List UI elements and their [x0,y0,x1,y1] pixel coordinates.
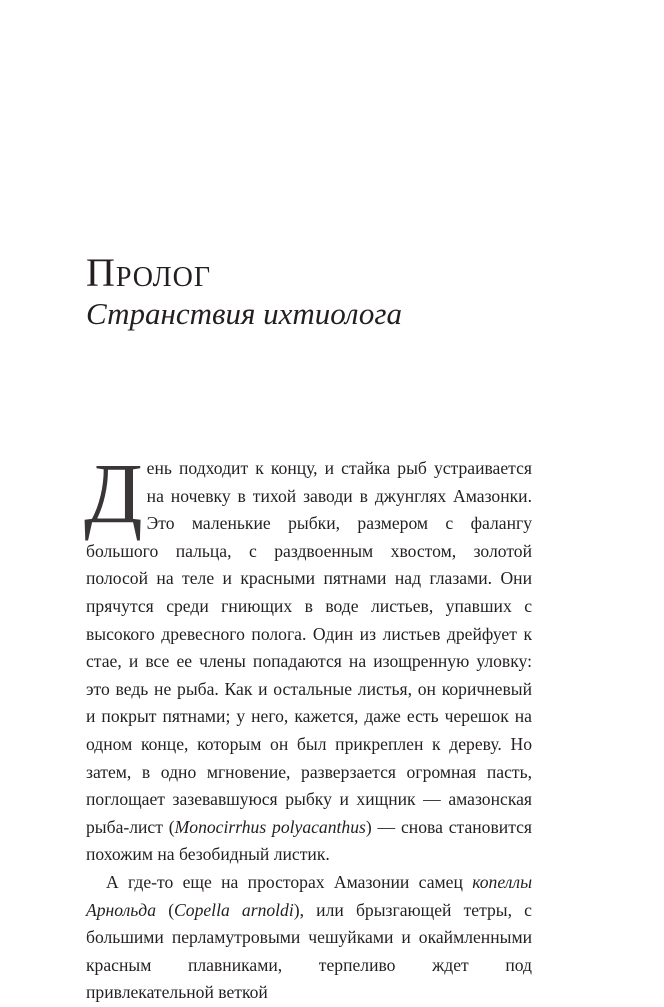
paragraph-1 [84,445,532,869]
chapter-subtitle: Странствия ихтиолога [86,296,403,331]
latin-name-leaf-fish: Monocirrhus polyacanthus [174,816,366,837]
latin-name-copella: Copella arnoldi [174,899,294,920]
chapter-title: Пролог [86,250,212,295]
paragraph-2-text-c: ), или брызгающей тетры, с большими перламутровыми чешуйками и окаймленными красным плавниками, терпеливо ждет под привлекательной веткой [86,899,532,1003]
paragraph-1-text-b: ) — снова становится похожим на безобидный листик. [86,816,532,865]
common-name-copella: копеллы Арнольда [86,871,532,920]
body-text [84,445,532,1007]
drop-cap: Д [84,445,143,541]
paragraph-2-text-a: А где-то еще на просторах Амазонии самец [106,871,473,892]
paragraph-1-text-a: ень подходит к концу, и стайка рыб устраивается на ночевку в тихой заводи в джунглях Амазонки. Это маленькие рыбки, размером с фалангу большого пальца, с раздвоенным хвостом, золотой полосой на теле и красными пятнами над глазами. Они прячутся среди гниющих в воде листьев, упавших с высокого древесного полога. Один из листьев дрейфует к стае, и все ее члены попадаются на изощренную уловку: это ведь не рыба. Как и остальные листья, он коричневый и покрыт пятнами; у него, кажется, даже есть черешок на одном конце, которым он был прикреплен к дереву. Но затем, в одно мгновение, разверзается огромная пасть, поглощает зазевавшуюся рыбку и хищник — амазонская рыба-лист ( [86,458,532,837]
paragraph-2-text-b: ( [156,899,175,920]
paragraph-2 [86,869,532,1007]
